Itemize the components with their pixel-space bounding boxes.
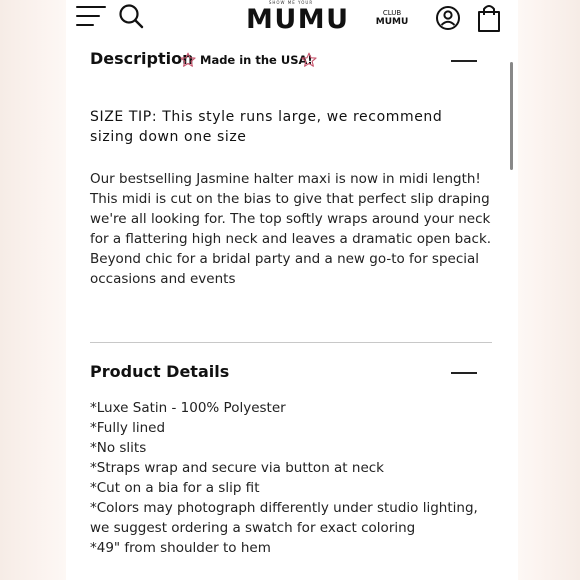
description-title: Description: [90, 49, 194, 68]
menu-icon[interactable]: [76, 5, 106, 27]
background-right: [518, 0, 580, 580]
collapse-icon[interactable]: [451, 372, 477, 374]
product-details-title: Product Details: [90, 362, 230, 381]
collapse-icon[interactable]: [451, 60, 477, 62]
star-icon: [301, 52, 317, 68]
club-brand: MUMU: [375, 17, 409, 27]
star-icon: [180, 52, 196, 68]
scrollbar[interactable]: [510, 62, 513, 170]
shopping-bag-icon[interactable]: [476, 3, 502, 33]
list-item: *Colors may photograph differently under studio lighting, we suggest ordering a swatch for exact coloring: [90, 500, 478, 536]
list-item: *Cut on a bia for a slip fit: [90, 480, 260, 496]
account-icon[interactable]: [435, 5, 461, 31]
product-details-list: [90, 398, 500, 558]
brand-logo[interactable]: [246, 0, 350, 35]
list-item: *Fully lined: [90, 420, 166, 436]
section-divider: [90, 342, 492, 343]
list-item: *49" from shoulder to hem: [90, 540, 271, 556]
background-left: [0, 0, 66, 580]
list-item: *No slits: [90, 440, 147, 456]
list-item: *Straps wrap and secure via button at neck: [90, 460, 384, 476]
description-body: Our bestselling Jasmine halter maxi is now in midi length! This midi is cut on the bias to give that perfect slip draping we're all looking for. The top softly wraps around your neck for a flattering high neck and leaves a dramatic open back. Beyond chic for a bridal party and a new go-to for special occasions and events: [90, 171, 492, 287]
product-details-accordion-header[interactable]: [90, 360, 490, 386]
list-item: *Luxe Satin - 100% Polyester: [90, 400, 286, 416]
size-tip: SIZE TIP: This style runs large, we recommend sizing down one size: [90, 109, 443, 145]
logo-tagline: SHOW ME YOUR: [268, 0, 314, 5]
description-accordion-header[interactable]: [90, 48, 490, 74]
search-icon[interactable]: [118, 3, 144, 29]
logo-wordmark: MUMU: [246, 4, 350, 35]
club-label: CLUB: [382, 9, 402, 17]
club-mumu-link[interactable]: [372, 9, 412, 27]
product-page: [66, 0, 518, 580]
made-in-usa-badge: Made in the USA!: [200, 53, 313, 67]
